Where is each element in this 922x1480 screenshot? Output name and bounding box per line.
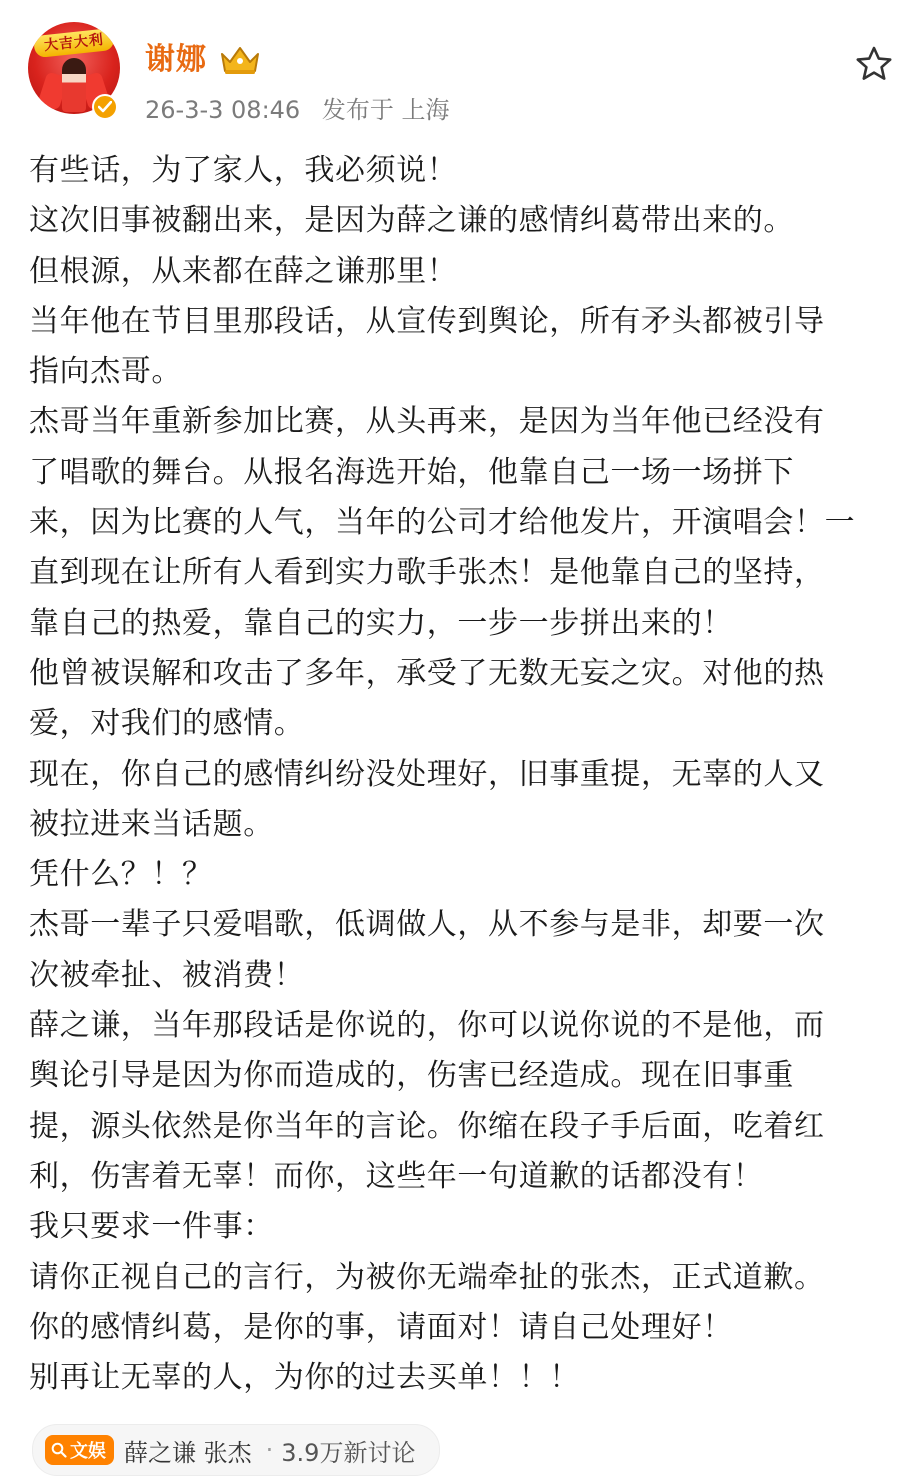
post-text-line: 我只要求一件事： xyxy=(29,1209,274,1245)
post-text-line: 当年他在节目里那段话，从宣传到舆论，所有矛头都被引导 xyxy=(29,303,825,339)
user-name[interactable]: 谢娜 xyxy=(145,42,207,77)
post-text-line: 请你正视自己的言行，为被你无端牵扯的张杰，正式道歉。 xyxy=(29,1259,825,1295)
topic-tag-label: 文娱 xyxy=(70,1441,106,1462)
post-text-line: 薛之谦，当年那段话是你说的，你可以说你说的不是他，而 xyxy=(29,1008,825,1044)
post-text xyxy=(29,146,899,1403)
post-text-line: 舆论引导是因为你而造成的，伤害已经造成。现在旧事重 xyxy=(29,1058,794,1094)
post-text-line: 来，因为比赛的人气，当年的公司才给他发片，开演唱会！一 xyxy=(29,505,856,541)
avatar-banner-text: 大吉大利 xyxy=(33,28,115,58)
post-text-line: 他曾被误解和攻击了多年，承受了无数无妄之灾。对他的热 xyxy=(29,655,825,691)
topic-keywords: 薛之谦 张杰 xyxy=(124,1438,252,1467)
avatar-figure xyxy=(62,58,86,112)
post-text-line: 指向杰哥。 xyxy=(29,354,182,390)
topic-discussion-count: 3.9万新讨论 xyxy=(281,1438,416,1467)
post-text-line: 次被牵扯、被消费！ xyxy=(29,957,305,993)
post-location: 发布于 上海 xyxy=(321,96,450,124)
post-text-line: 现在，你自己的感情纠纷没处理好，旧事重提，无辜的人又 xyxy=(29,756,825,792)
topic-separator: · xyxy=(265,1436,274,1464)
post-text-line: 有些话，为了家人，我必须说！ xyxy=(29,153,458,188)
post-text-line: 别再让无辜的人，为你的过去买单！！！ xyxy=(29,1360,580,1396)
post-text-line: 你的感情纠葛，是你的事，请面对！请自己处理好！ xyxy=(29,1309,733,1345)
post-text-line: 杰哥当年重新参加比赛，从头再来，是因为当年他已经没有 xyxy=(29,404,825,440)
post-text-line: 爱，对我们的感情。 xyxy=(29,706,305,742)
crown-member-icon[interactable] xyxy=(218,44,262,76)
post-text-line: 提，源头依然是你当年的言论。你缩在段子手后面，吃着红 xyxy=(29,1108,825,1144)
post-text-line: 杰哥一辈子只爱唱歌，低调做人，从不参与是非，却要一次 xyxy=(29,907,825,943)
post-text-line: 靠自己的热爱，靠自己的实力，一步一步拼出来的！ xyxy=(29,605,733,641)
post-text-line: 这次旧事被翻出来，是因为薛之谦的感情纠葛带出来的。 xyxy=(29,203,794,239)
verified-check-icon xyxy=(92,94,118,120)
post-text-line: 凭什么？！？ xyxy=(29,857,213,893)
search-icon xyxy=(51,1442,67,1458)
post-text-line: 利，伤害着无辜！而你，这些年一句道歉的话都没有！ xyxy=(29,1158,764,1194)
post-timestamp: 26-3-3 08:46 xyxy=(145,96,301,124)
post-text-line: 直到现在让所有人看到实力歌手张杰！是他靠自己的坚持， xyxy=(29,555,825,591)
post-meta xyxy=(145,94,463,126)
topic-chip[interactable] xyxy=(32,1424,440,1476)
post-text-line: 但根源，从来都在薛之谦那里！ xyxy=(29,253,458,289)
star-outline-icon[interactable] xyxy=(854,44,894,84)
topic-tag xyxy=(45,1435,114,1465)
post-text-line: 被拉进来当话题。 xyxy=(29,806,274,842)
post-text-line: 了唱歌的舞台。从报名海选开始，他靠自己一场一场拼下 xyxy=(29,454,794,490)
